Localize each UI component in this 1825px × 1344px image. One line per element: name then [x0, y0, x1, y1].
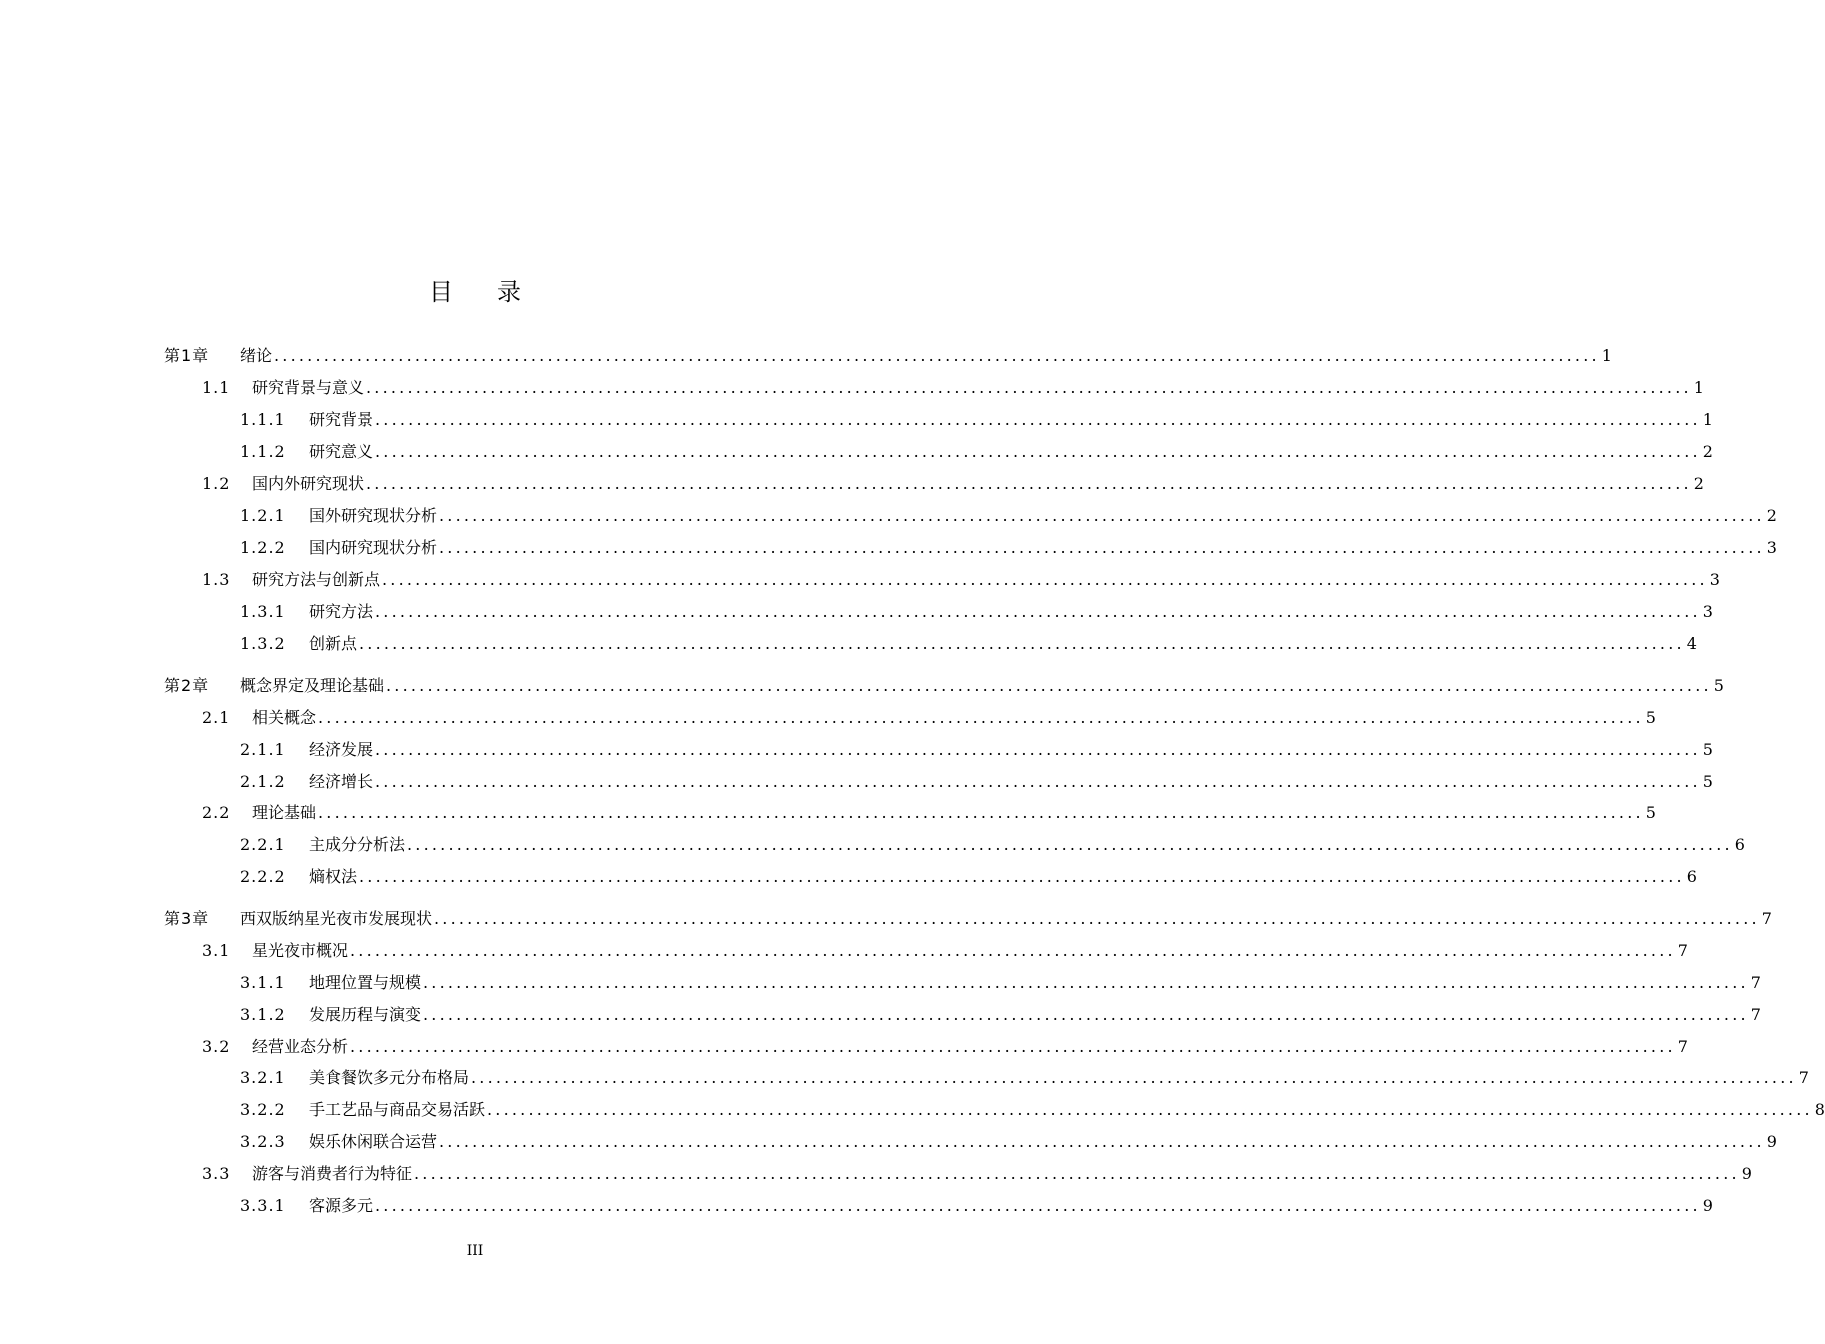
toc-entry-page: 5 — [1702, 740, 1713, 759]
toc-entry-number: 1.2.1 — [240, 506, 286, 525]
toc-entry-page: 3 — [1702, 602, 1713, 621]
toc-entry-number: 第3章 — [164, 909, 210, 928]
toc-entry-number: 2.1.1 — [240, 740, 286, 759]
toc-entry-label: 西双版纳星光夜市发展现状 — [240, 909, 433, 928]
toc-dot-leader: ................................................................................................................................................................ — [439, 506, 1765, 525]
page-title: 目录 — [429, 278, 565, 306]
toc-entry[interactable] — [202, 937, 1688, 961]
toc-entry[interactable] — [240, 863, 1697, 887]
toc-entry-page: 1 — [1693, 378, 1704, 397]
toc-entry-page: 1 — [1601, 346, 1612, 365]
toc-entry-page: 5 — [1645, 708, 1656, 727]
toc-entry[interactable] — [240, 630, 1697, 654]
toc-dot-leader: ................................................................................................................................................................ — [471, 1068, 1797, 1087]
toc-entry-page: 5 — [1713, 676, 1724, 695]
toc-entry[interactable] — [202, 374, 1704, 398]
toc-entry-label: 研究背景与意义 — [252, 378, 365, 397]
toc-entry[interactable] — [240, 1096, 1825, 1120]
toc-entry-number: 3.3.1 — [240, 1196, 286, 1215]
toc-entry-label: 娱乐休闲联合运营 — [309, 1132, 438, 1151]
toc-entry[interactable] — [164, 342, 1612, 366]
toc-entry-number: 第1章 — [164, 346, 210, 365]
toc-entry-label: 绪论 — [240, 346, 273, 365]
toc-entry-number: 2.1 — [202, 708, 231, 727]
toc-entry-page: 3 — [1766, 538, 1777, 557]
toc-entry-label: 相关概念 — [252, 708, 317, 727]
toc-entry-label: 客源多元 — [309, 1196, 374, 1215]
toc-entry-number: 1.2.2 — [240, 538, 286, 557]
toc-entry[interactable] — [240, 1064, 1809, 1088]
toc-entry-page: 1 — [1702, 410, 1713, 429]
toc-entry-page: 3 — [1709, 570, 1720, 589]
toc-entry-label: 研究方法与创新点 — [252, 570, 381, 589]
toc-entry[interactable] — [240, 598, 1713, 622]
toc-entry-label: 发展历程与演变 — [309, 1005, 422, 1024]
toc-entry-page: 9 — [1702, 1196, 1713, 1215]
toc-dot-leader: ................................................................................................................................................................ — [375, 602, 1701, 621]
toc-entry-page: 9 — [1766, 1132, 1777, 1151]
toc-dot-leader: ................................................................................................................................................................ — [375, 442, 1701, 461]
toc-entry-number: 1.3 — [202, 570, 231, 589]
toc-entry-number: 3.1.1 — [240, 973, 286, 992]
toc-entry-label: 国内外研究现状 — [252, 474, 365, 493]
toc-dot-leader: ................................................................................................................................................................ — [382, 570, 1708, 589]
toc-entry-number: 1.3.1 — [240, 602, 286, 621]
toc-entry-number: 3.2 — [202, 1037, 231, 1056]
toc-entry-page: 5 — [1645, 803, 1656, 822]
toc-entry-label: 创新点 — [309, 634, 358, 653]
toc-entry[interactable] — [240, 1192, 1713, 1216]
toc-entry-page: 7 — [1677, 1037, 1688, 1056]
toc-entry-page: 2 — [1766, 506, 1777, 525]
toc-entry-number: 3.1 — [202, 941, 231, 960]
toc-entry-number: 1.3.2 — [240, 634, 286, 653]
toc-entry-label: 国内研究现状分析 — [309, 538, 438, 557]
toc-entry-number: 3.2.2 — [240, 1100, 286, 1119]
toc-entry-number: 3.2.3 — [240, 1132, 286, 1151]
toc-dot-leader: ................................................................................................................................................................ — [375, 740, 1701, 759]
toc-entry-label: 手工艺品与商品交易活跃 — [309, 1100, 486, 1119]
toc-entry[interactable] — [240, 438, 1713, 462]
toc-entry-label: 美食餐饮多元分布格局 — [309, 1068, 470, 1087]
toc-dot-leader: ................................................................................................................................................................ — [375, 772, 1701, 791]
toc-entry-page: 4 — [1686, 634, 1697, 653]
toc-dot-leader: ................................................................................................................................................................ — [434, 909, 1760, 928]
toc-entry-label: 主成分分析法 — [309, 835, 406, 854]
toc-entry-number: 1.2 — [202, 474, 231, 493]
toc-dot-leader: ................................................................................................................................................................ — [407, 835, 1733, 854]
toc-entry[interactable] — [240, 768, 1713, 792]
toc-entry-label: 国外研究现状分析 — [309, 506, 438, 525]
toc-entry-label: 研究意义 — [309, 442, 374, 461]
toc-entry[interactable] — [202, 704, 1656, 728]
toc-entry-page: 7 — [1761, 909, 1772, 928]
toc-entry-number: 3.3 — [202, 1164, 231, 1183]
toc-entry-number: 2.2.1 — [240, 835, 286, 854]
toc-entry[interactable] — [240, 1001, 1761, 1025]
toc-entry-page: 7 — [1750, 1005, 1761, 1024]
toc-entry-number: 1.1.2 — [240, 442, 286, 461]
toc-dot-leader: ................................................................................................................................................................ — [487, 1100, 1813, 1119]
toc-dot-leader: ................................................................................................................................................................ — [423, 1005, 1749, 1024]
toc-entry-label: 经济增长 — [309, 772, 374, 791]
toc-entry-label: 地理位置与规模 — [309, 973, 422, 992]
toc-entry-page: 7 — [1677, 941, 1688, 960]
toc-entry-number: 3.2.1 — [240, 1068, 286, 1087]
toc-dot-leader: ................................................................................................................................................................ — [318, 708, 1644, 727]
toc-dot-leader: ................................................................................................................................................................ — [366, 474, 1692, 493]
toc-entry-label: 游客与消费者行为特征 — [252, 1164, 413, 1183]
toc-entry-label: 熵权法 — [309, 867, 358, 886]
toc-entry[interactable] — [240, 969, 1761, 993]
toc-entry[interactable] — [240, 1128, 1777, 1152]
toc-entry[interactable] — [240, 736, 1713, 760]
toc-entry[interactable] — [240, 406, 1713, 430]
toc-entry-label: 经济发展 — [309, 740, 374, 759]
toc-entry-label: 概念界定及理论基础 — [240, 676, 385, 695]
toc-entry-page: 8 — [1814, 1100, 1825, 1119]
toc-entry-number: 1.1.1 — [240, 410, 286, 429]
toc-dot-leader: ................................................................................................................................................................ — [359, 867, 1685, 886]
toc-entry-number: 第2章 — [164, 676, 210, 695]
toc-dot-leader: ................................................................................................................................................................ — [423, 973, 1749, 992]
toc-entry-page: 9 — [1741, 1164, 1752, 1183]
toc-entry[interactable] — [202, 566, 1720, 590]
toc-dot-leader: ................................................................................................................................................................ — [318, 803, 1644, 822]
toc-dot-leader: ................................................................................................................................................................ — [350, 1037, 1676, 1056]
toc-entry[interactable] — [164, 672, 1724, 696]
toc-dot-leader: ................................................................................................................................................................ — [274, 346, 1600, 365]
toc-dot-leader: ................................................................................................................................................................ — [375, 410, 1701, 429]
toc-entry-label: 理论基础 — [252, 803, 317, 822]
toc-entry[interactable] — [240, 534, 1777, 558]
toc-entry-label: 星光夜市概况 — [252, 941, 349, 960]
toc-entry-page: 6 — [1734, 835, 1745, 854]
toc-dot-leader: ................................................................................................................................................................ — [439, 538, 1765, 557]
toc-entry-label: 经营业态分析 — [252, 1037, 349, 1056]
toc-entry[interactable] — [202, 470, 1704, 494]
toc-entry-number: 1.1 — [202, 378, 231, 397]
toc-dot-leader: ................................................................................................................................................................ — [439, 1132, 1765, 1151]
toc-entry-page: 2 — [1693, 474, 1704, 493]
toc-entry[interactable] — [202, 1160, 1752, 1184]
toc-dot-leader: ................................................................................................................................................................ — [386, 676, 1712, 695]
toc-entry[interactable] — [202, 799, 1656, 823]
toc-entry-number: 3.1.2 — [240, 1005, 286, 1024]
toc-entry-number: 2.1.2 — [240, 772, 286, 791]
toc-dot-leader: ................................................................................................................................................................ — [350, 941, 1676, 960]
toc-entry-page: 6 — [1686, 867, 1697, 886]
toc-entry-page: 2 — [1702, 442, 1713, 461]
toc-dot-leader: ................................................................................................................................................................ — [414, 1164, 1740, 1183]
toc-entry-page: 7 — [1750, 973, 1761, 992]
toc-entry-number: 2.2.2 — [240, 867, 286, 886]
toc-entry[interactable] — [240, 502, 1777, 526]
toc-entry-label: 研究背景 — [309, 410, 374, 429]
toc-dot-leader: ................................................................................................................................................................ — [375, 1196, 1701, 1215]
toc-entry-label: 研究方法 — [309, 602, 374, 621]
toc-entry-number: 2.2 — [202, 803, 231, 822]
toc-dot-leader: ................................................................................................................................................................ — [366, 378, 1692, 397]
toc-entry[interactable] — [240, 831, 1745, 855]
toc-entry-page: 5 — [1702, 772, 1713, 791]
toc-dot-leader: ................................................................................................................................................................ — [359, 634, 1685, 653]
toc-entry[interactable] — [202, 1033, 1688, 1057]
toc-entry[interactable] — [164, 905, 1772, 929]
toc-entry-page: 7 — [1798, 1068, 1809, 1087]
page-number: III — [466, 1243, 484, 1259]
